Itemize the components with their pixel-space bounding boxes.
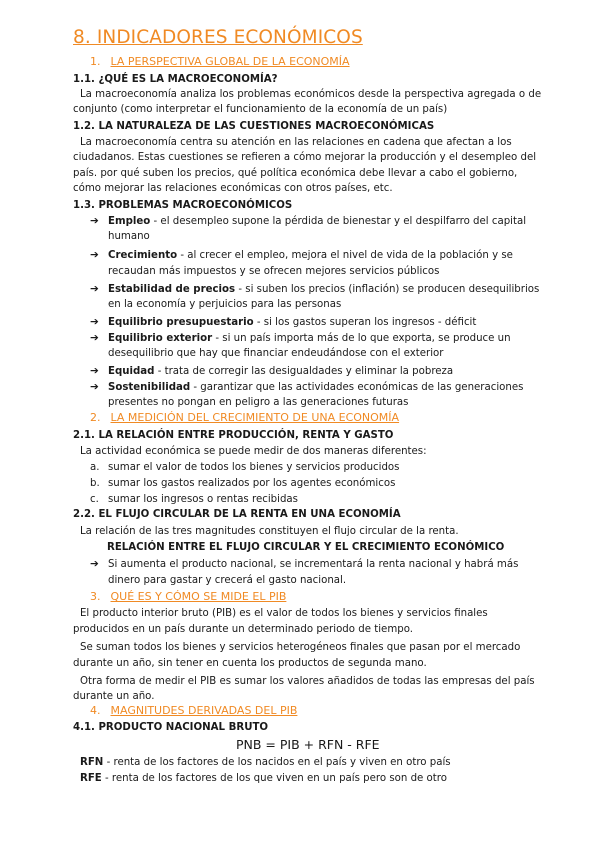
section-label: MAGNITUDES DERIVADAS DEL PIB xyxy=(110,704,298,717)
definition-line: RFN - renta de los factores de los nacidos en el país y viven en otro país xyxy=(80,757,451,768)
section-number: 1. xyxy=(90,55,101,68)
list-item: sumar el valor de todos los bienes y servicios producidos xyxy=(108,462,400,473)
section-3-heading xyxy=(90,590,286,603)
list-item: Si aumenta el producto nacional, se incrementará la renta nacional y habrá más xyxy=(108,559,519,570)
list-item: sumar los ingresos o rentas recibidas xyxy=(108,494,298,505)
list-item-continuation: presentes no pongan en peligro a las generaciones futuras xyxy=(108,397,409,408)
paragraph-line: La macroeconomía analiza los problemas económicos desde la perspectiva agregada o de xyxy=(80,89,542,100)
paragraph-line: El producto interior bruto (PIB) es el valor de todos los bienes y servicios finales xyxy=(80,608,488,619)
paragraph-line: durante un año. xyxy=(73,691,155,702)
paragraph-line: La actividad económica se puede medir de dos maneras diferentes: xyxy=(80,446,427,457)
paragraph-line: Otra forma de medir el PIB es sumar los valores añadidos de todas las empresas del país xyxy=(80,676,535,687)
list-marker: a. xyxy=(90,462,100,473)
section-4-heading xyxy=(90,704,297,717)
paragraph-line: cómo mejorar las relaciones económicas con otros países, etc. xyxy=(73,183,393,194)
arrow-bullet-icon: ➔ xyxy=(90,558,99,570)
list-marker: b. xyxy=(90,478,100,489)
section-label: QUÉ ES Y CÓMO SE MIDE EL PIB xyxy=(110,590,287,603)
subheading-2-2: 2.2. EL FLUJO CIRCULAR DE LA RENTA EN UNA ECONOMÍA xyxy=(73,509,401,520)
list-item-continuation: en la economía y perjuicios para las personas xyxy=(108,299,342,310)
subheading-1-1: 1.1. ¿QUÉ ES LA MACROECONOMÍA? xyxy=(73,74,278,85)
section-number: 2. xyxy=(90,411,101,424)
arrow-bullet-icon: ➔ xyxy=(90,365,99,377)
list-item: sumar los gastos realizados por los agentes económicos xyxy=(108,478,396,489)
list-marker: c. xyxy=(90,494,99,505)
paragraph-line: producidos en un país durante un determinado periodo de tiempo. xyxy=(73,624,413,635)
centered-heading: RELACIÓN ENTRE EL FLUJO CIRCULAR Y EL CRECIMIENTO ECONÓMICO xyxy=(107,542,505,553)
list-item: Equilibrio exterior - si un país importa más de lo que exporta, se produce un xyxy=(108,333,511,344)
subheading-2-1: 2.1. LA RELACIÓN ENTRE PRODUCCIÓN, RENTA Y GASTO xyxy=(73,430,394,441)
paragraph-line: conjunto (como interpretar el funcionamiento de la economía de un país) xyxy=(73,104,448,115)
list-item: Empleo - el desempleo supone la pérdida de bienestar y el despilfarro del capital xyxy=(108,216,527,227)
section-label: LA MEDICIÓN DEL CRECIMIENTO DE UNA ECONOMÍA xyxy=(110,411,400,424)
section-number: 4. xyxy=(90,704,101,717)
section-2-heading xyxy=(90,411,399,424)
list-item-continuation: desequilibrio que hay que financiar endeudándose con el exterior xyxy=(108,348,444,359)
page-title: 8. INDICADORES ECONÓMICOS xyxy=(73,27,363,48)
list-item: Equidad - trata de corregir las desigualdades y eliminar la pobreza xyxy=(108,366,454,377)
paragraph-line: país. por qué suben los precios, qué política económica debe llevar a cabo el gobierno, xyxy=(73,168,518,179)
paragraph-line: La relación de las tres magnitudes constituyen el flujo circular de la renta. xyxy=(80,526,459,537)
section-label: LA PERSPECTIVA GLOBAL DE LA ECONOMÍA xyxy=(110,55,350,68)
subheading-1-2: 1.2. LA NATURALEZA DE LAS CUESTIONES MACROECONÓMICAS xyxy=(73,121,435,132)
list-item: Sostenibilidad - garantizar que las actividades económicas de las generaciones xyxy=(108,382,524,393)
paragraph-line: Se suman todos los bienes y servicios heterogéneos finales que pasan por el mercado xyxy=(80,642,521,653)
paragraph-line: durante un año, sin tener en cuenta los productos de segunda mano. xyxy=(73,658,427,669)
paragraph-line: La macroeconomía centra su atención en las relaciones en cadena que afectan a los xyxy=(80,137,512,148)
list-item-continuation: humano xyxy=(108,231,150,242)
arrow-bullet-icon: ➔ xyxy=(90,332,99,344)
section-1-heading xyxy=(90,55,350,68)
subheading-1-3: 1.3. PROBLEMAS MACROECONÓMICOS xyxy=(73,200,293,211)
arrow-bullet-icon: ➔ xyxy=(90,249,99,261)
subheading-4-1: 4.1. PRODUCTO NACIONAL BRUTO xyxy=(73,722,269,733)
list-item-continuation: recaudan más impuestos y se ofrecen mejores servicios públicos xyxy=(108,266,440,277)
list-item: Equilibrio presupuestario - si los gastos superan los ingresos - déficit xyxy=(108,317,477,328)
definition-line: RFE - renta de los factores de los que viven en un país pero son de otro xyxy=(80,773,447,784)
paragraph-line: ciudadanos. Estas cuestiones se refieren a cómo mejorar la producción y el desempleo del xyxy=(73,152,537,163)
arrow-bullet-icon: ➔ xyxy=(90,316,99,328)
arrow-bullet-icon: ➔ xyxy=(90,381,99,393)
list-item: Crecimiento - al crecer el empleo, mejora el nivel de vida de la población y se xyxy=(108,250,513,261)
list-item-continuation: dinero para gastar y crecerá el gasto nacional. xyxy=(108,575,347,586)
arrow-bullet-icon: ➔ xyxy=(90,215,99,227)
section-number: 3. xyxy=(90,590,101,603)
formula: PNB = PIB + RFN - RFE xyxy=(236,737,380,752)
arrow-bullet-icon: ➔ xyxy=(90,283,99,295)
list-item: Estabilidad de precios - si suben los precios (inflación) se producen desequilibrios xyxy=(108,284,540,295)
